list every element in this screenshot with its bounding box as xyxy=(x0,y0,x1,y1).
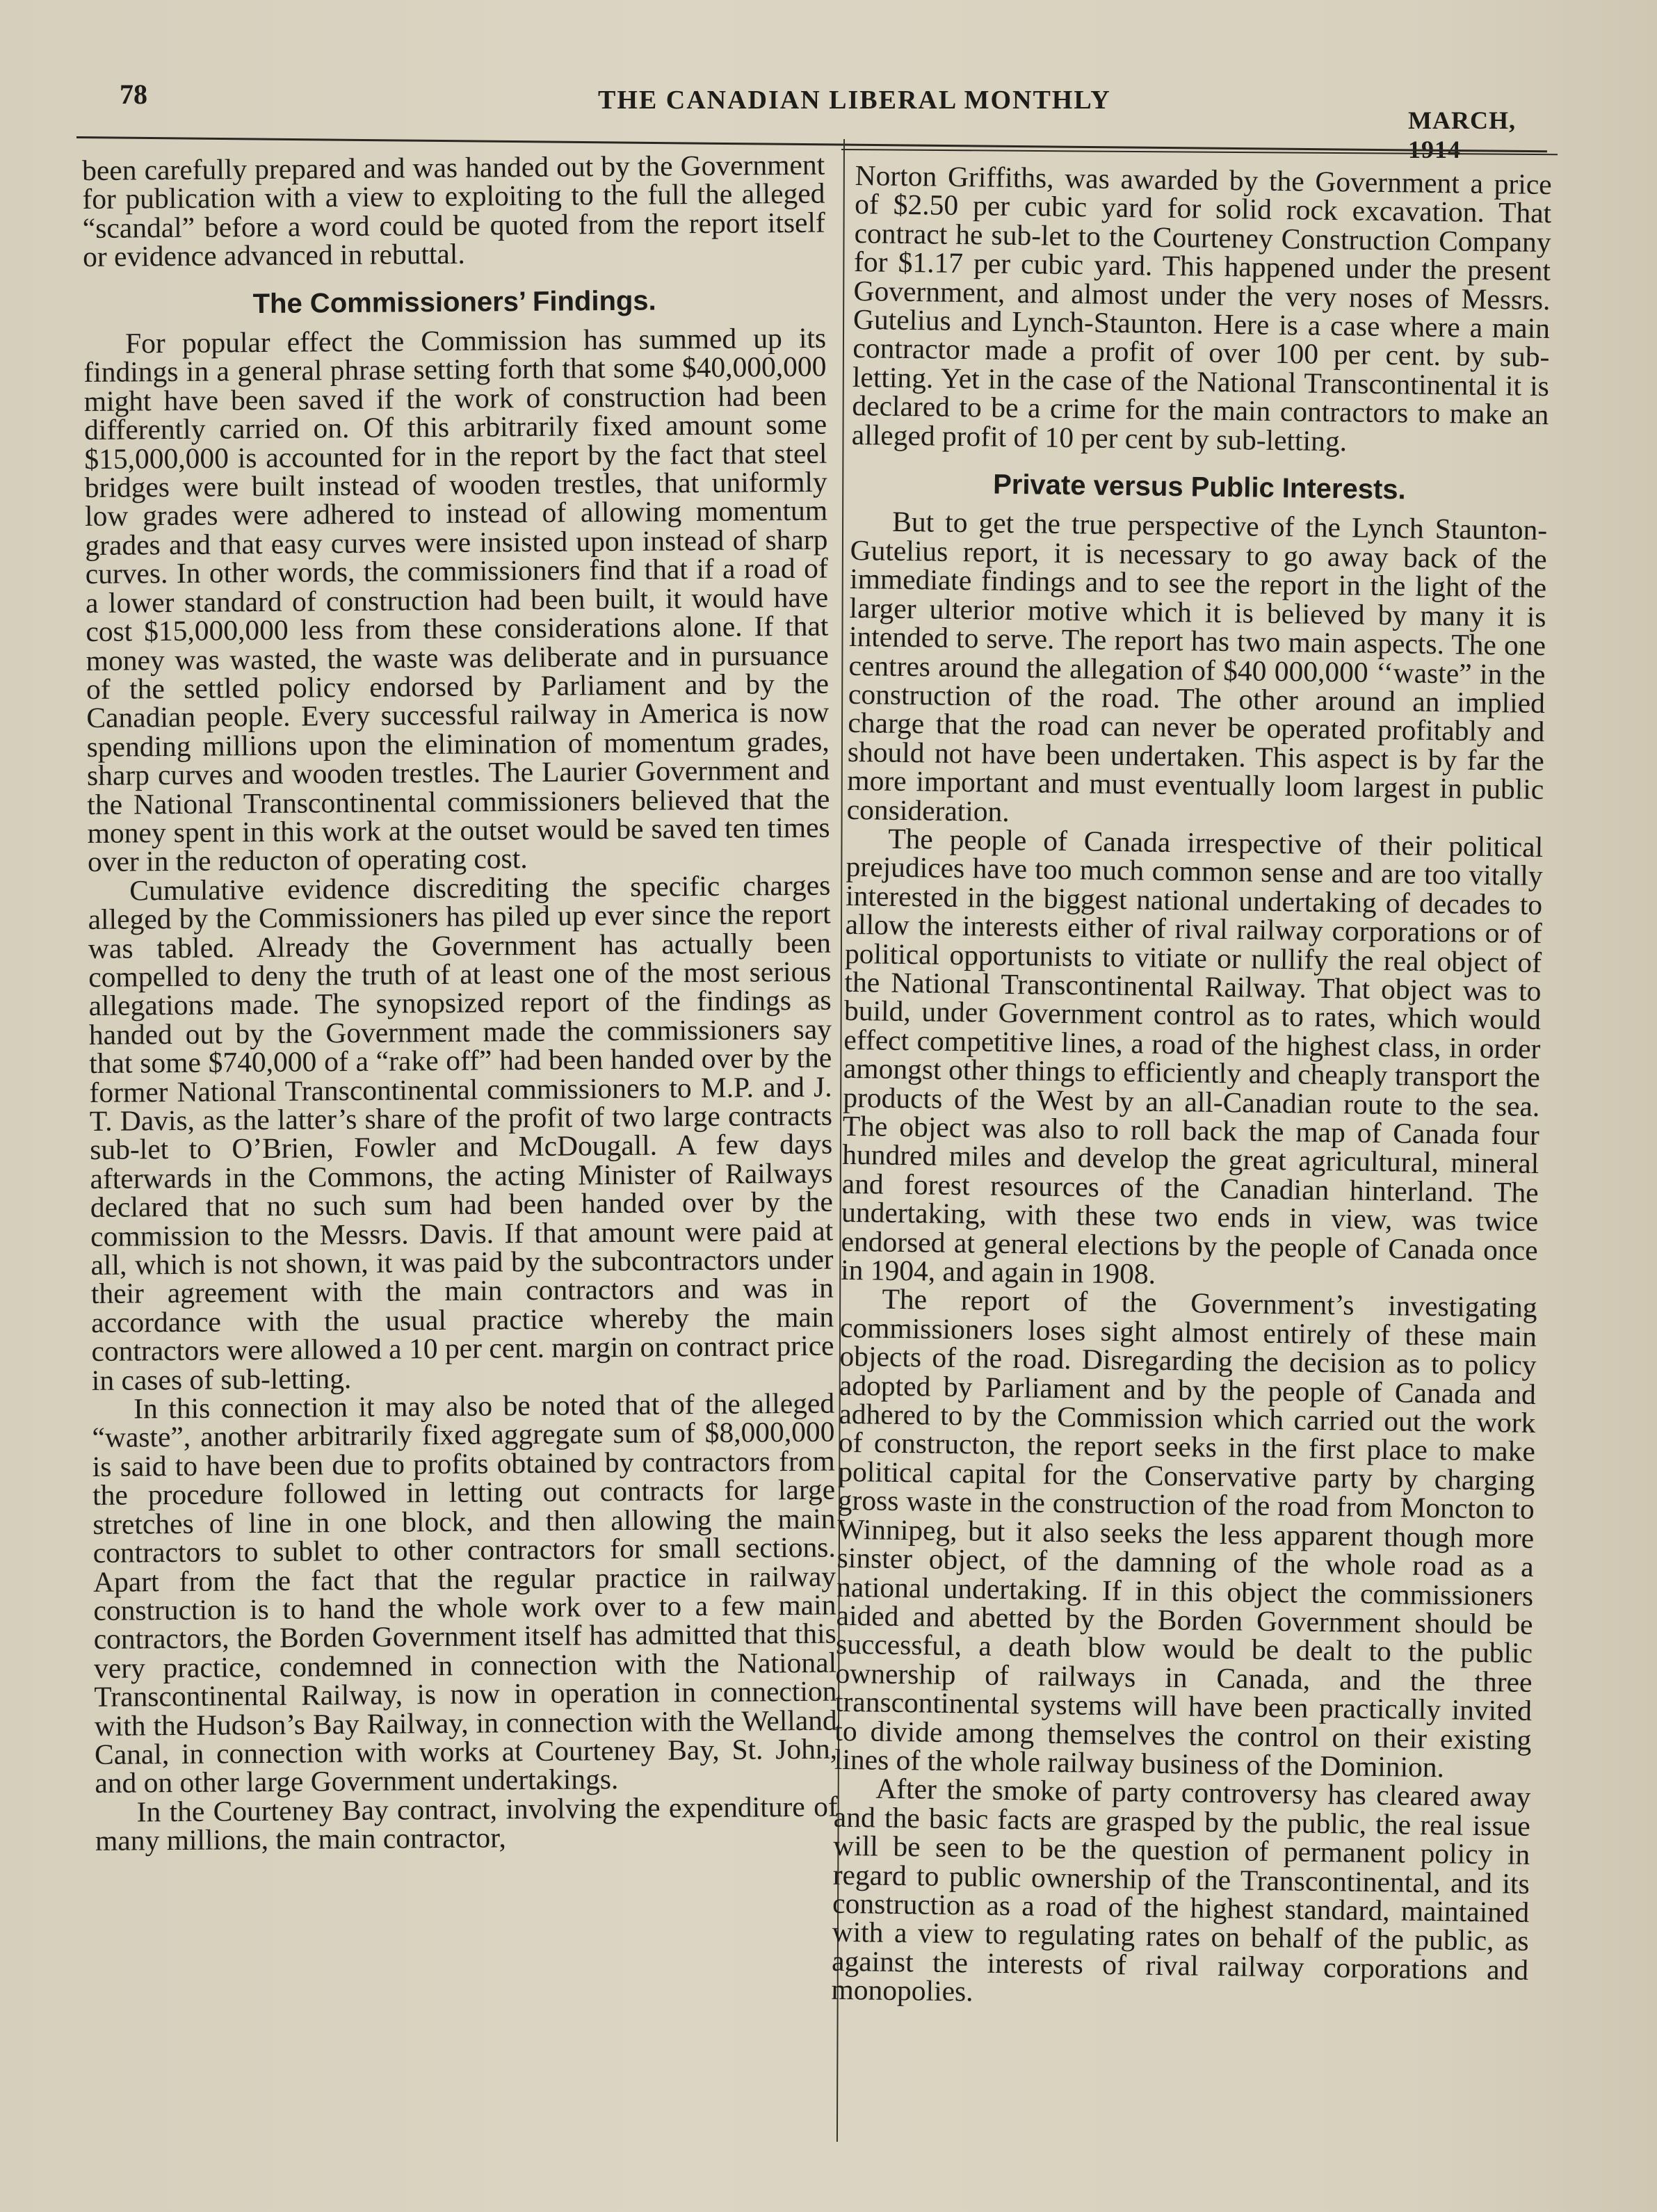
left-paragraph: In the Courteney Bay contract, involving the expenditure of many millions, the main contractor, xyxy=(95,1790,838,1857)
issue-date: MARCH, 1914 xyxy=(1408,106,1516,163)
right-paragraph: The people of Canada irrespective of their political prejudices have too much common sense and are too vitally interested in the biggest national undertaking of decades to allow the interests either of rival railway corporations or of political opportunists to vitiate or nullify the real object of the National Transcontinental Railway. That object was to build, under Government control as to rates, which would effect competitive lines, a road of the highest class, in order amongst other things to efficiently and cheaply transport the products of the West by an all-Canadian route to the sea. The object was also to roll back the map of Canada four hundred miles and develop the great agricultural, mineral and forest resources of the Canadian hinterland. The undertaking, with these two ends in view, was twice endorsed at general elections by the people of Canada once in 1904, and again in 1908. xyxy=(840,822,1544,1290)
right-paragraph-intro: Norton Griffiths, was awarded by the Government a price of $2.50 per cubic yard for solid rock excavation. That contract he sub-let to the Courteney Construction Company for $1.17 per cubic yard. This happened under the present Government, and almost under the very noses of Messrs. Gutelius and Lynch-Staunton. Here is a case where a main contractor made a profit of over 100 per cent. by sub-letting. Yet in the case of the National Transcontinental it is declared to be a crime for the main contractors to make an alleged profit of 10 per cent by sub-letting. xyxy=(851,159,1552,457)
section-heading-private-versus-public: Private versus Public Interests. xyxy=(992,469,1406,506)
left-column xyxy=(81,148,838,1857)
journal-title: THE CANADIAN LIBERAL MONTHLY xyxy=(598,86,1111,115)
right-column xyxy=(831,161,1552,2013)
left-paragraph: For popular effect the Commission has summed up its findings in a general phrase setting forth that some $40,000,000 might have been saved if the work of construction had been differently carried on. Of this arbitrarily fixed amount some $15,000,000 is accounted for in the report by the fact that steel bridges were built instead of wooden trestles, that uniformly low grades were adhered to instead of allowing momentum grades and that easy curves were insisted upon instead of sharp curves. In other words, the commissioners find that if a road of a lower standard of construction had been built, it would have cost $15,000,000 less from these considerations alone. If that money was wasted, the waste was deliberate and in pursuance of the settled policy endorsed by Parliament and by the Canadian people. Every successful railway in America is now spending millions upon the elimination of momentum grades, sharp curves and wooden trestles. The Laurier Government and the National Transcontinental commissioners believed that the money spent in this work at the outset would be saved ten times over in the reducton of operating cost. xyxy=(83,321,830,878)
left-paragraph-intro: been carefully prepared and was handed out by the Government for publication with a view to exploiting to the full the alleged “scandal” before a word could be quoted from the report itself or evidence advanced in rebuttal. xyxy=(81,148,825,273)
section-heading-commissioners-findings: The Commissioners’ Findings. xyxy=(252,285,656,319)
left-paragraph: In this connection it may also be noted that of the alleged “waste”, another arbitrarily fixed aggregate sum of $8,000,000 is said to have been due to profits obtained by contractors from the procedure followed in letting out contracts for large stretches of line in one block, and then allowing the main contractors to sublet to other contractors for small sections. Apart from the fact that the regular practice in railway construction is to hand the whole work over to a few main contractors, the Borden Government itself has admitted that this very practice, condemned in connection with the National Transcontinental Railway, is now in operation in connection with the Hudson’s Bay Railway, in connection with the Welland Canal, in connection with works at Courteney Bay, St. John, and on other large Government undertakings. xyxy=(92,1387,838,1800)
page-header xyxy=(104,70,1565,163)
page-number: 78 xyxy=(120,79,147,110)
right-paragraph: But to get the true perspective of the Lynch Staunton-Gutelius report, it is necessary to go away back of the immediate findings and to see the report in the light of the larger ulterior motive which it is believed by many it is intended to serve. The report has two main aspects. The one centres around the allegation of $40 000,000 ‘‘waste” in the construction of the road. The other around an implied charge that the road can never be operated profitably and should not have been undertaken. This aspect is by far the more important and must eventually loom largest in public consideration. xyxy=(846,506,1548,828)
right-paragraph: The report of the Government’s investigating commissioners loses sight almost entirely of these main objects of the road. Disregarding the decision as to policy adopted by Parliament and by the people of Canada and adhered to by the Commission which carried out the work of constructon, the report seeks in the first place to make political capital for the Conservative party by charging gross waste in the construction of the road from Moncton to Winnipeg, but it also seeks the less apparent though more sinster object, of the damning of the whole road as a national undertaking. If in this object the commissioners aided and abetted by the Borden Government should be successful, a death blow would be dealt to the public ownership of railways in Canada, and the three transcontinental systems will have been practically invited to divide among themselves the control on their existing lines of the whole railway business of the Dominion. xyxy=(834,1283,1537,1784)
right-paragraph: After the smoke of party controversy has cleared away and the basic facts are grasped by the public, the real issue will be seen to be the question of permanent policy in regard to public ownership of the Transcontinental, and its construction as a road of the highest standard, maintained with a view to regulating rates on behalf of the public, as against the interests of rival railway corporations and monopolies. xyxy=(831,1772,1531,2008)
left-paragraph: Cumulative evidence discrediting the specific charges alleged by the Commissioners has piled up ever since the report was tabled. Already the Government has actually been compelled to deny the truth of at least one of the most serious allegations made. The synopsized report of the findings as handed out by the Government made the commissioners say that some $740,000 of a “rake off” had been handed over by the former National Transcontinental commissioners to M.P. and J. T. Davis, as the latter’s share of the profit of two large contracts sub-let to O’Brien, Fowler and McDougall. A few days afterwards in the Commons, the acting Minister of Railways declared that no such sum had been handed over by the commission to the Messrs. Davis. If that amount were paid at all, which is not shown, it was paid by the subcontractors under their agreement with the main contractors and was in accordance with the usual practice whereby the main contractors were allowed a 10 per cent. margin on contract price in cases of sub-letting. xyxy=(88,869,834,1396)
